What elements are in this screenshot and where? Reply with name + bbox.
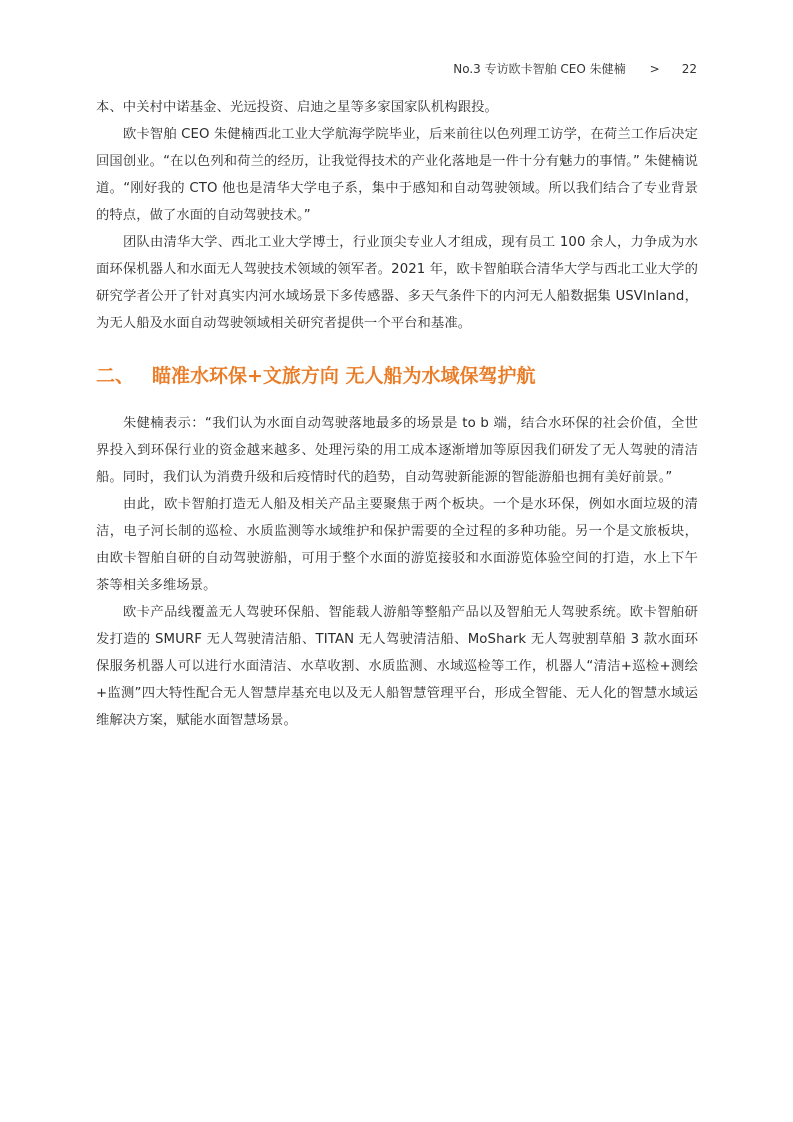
- article-body: [96, 94, 698, 734]
- paragraph-product-line: 欧卡产品线覆盖无人驾驶环保船、智能载人游船等整船产品以及智舶无人驾驶系统。欧卡智舶研发打造的 SMURF 无人驾驶清洁船、TITAN 无人驾驶清洁船、MoShark 无人驾驶割草船 3 款水面环保服务机器人可以进行水面清洁、水草收割、水质监测、水域巡检等工作，机器人“清洁+巡检+测绘+监测”四大特性配合无人智慧岸基充电以及无人船智慧管理平台，形成全智能、无人化的智慧水域运维解决方案，赋能水面智慧场景。: [96, 605, 698, 728]
- section-number: 二、: [96, 365, 135, 387]
- paragraph-team: 团队由清华大学、西北工业大学博士，行业顶尖专业人才组成，现有员工 100 余人，力争成为水面环保机器人和水面无人驾驶技术领域的领军者。2021 年，欧卡智舶联合清华大学与西北工业大学的研究学者公开了针对真实内河水域场景下多传感器、多天气条件下的内河无人船数据集 USVlnland，为无人船及水面自动驾驶领域相关研究者提供一个平台和基准。: [96, 235, 698, 331]
- issue-title: No.3 专访欧卡智舶 CEO 朱健楠: [453, 62, 626, 76]
- page-number: 22: [681, 61, 697, 76]
- paragraph-continuation: 本、中关村中诺基金、光远投资、启迪之星等多家国家队机构跟投。: [96, 100, 498, 115]
- page-header: [453, 60, 697, 77]
- section-heading: [96, 362, 698, 390]
- paragraph-quote: 朱健楠表示：“我们认为水面自动驾驶落地最多的场景是 to b 端，结合水环保的社会价值，全世界投入到环保行业的资金越来越多、处理污染的用工成本逐渐增加等原因我们研发了无人驾驶的清洁船。同时，我们认为消费升级和后疫情时代的趋势，自动驾驶新能源的智能游船也拥有美好前景。”: [96, 416, 698, 485]
- paragraph-business-segments: 由此，欧卡智舶打造无人船及相关产品主要聚焦于两个板块。一个是水环保，例如水面垃圾的清洁，电子河长制的巡检、水质监测等水域维护和保护需要的全过程的多种功能。另一个是文旅板块，由欧卡智舶自研的自动驾驶游船，可用于整个水面的游览接驳和水面游览体验空间的打造，水上下午茶等相关多维场景。: [96, 497, 698, 593]
- header-separator: >: [649, 61, 660, 76]
- section-title: 瞄准水环保+文旅方向 无人船为水域保驾护航: [152, 365, 536, 387]
- paragraph-ceo-background: 欧卡智舶 CEO 朱健楠西北工业大学航海学院毕业，后来前往以色列理工访学，在荷兰工作后决定回国创业。“在以色列和荷兰的经历，让我觉得技术的产业化落地是一件十分有魅力的事情。” 朱健楠说道。“刚好我的 CTO 他也是清华大学电子系，集中于感知和自动驾驶领域。所以我们结合了专业背景的特点，做了水面的自动驾驶技术。”: [96, 127, 698, 223]
